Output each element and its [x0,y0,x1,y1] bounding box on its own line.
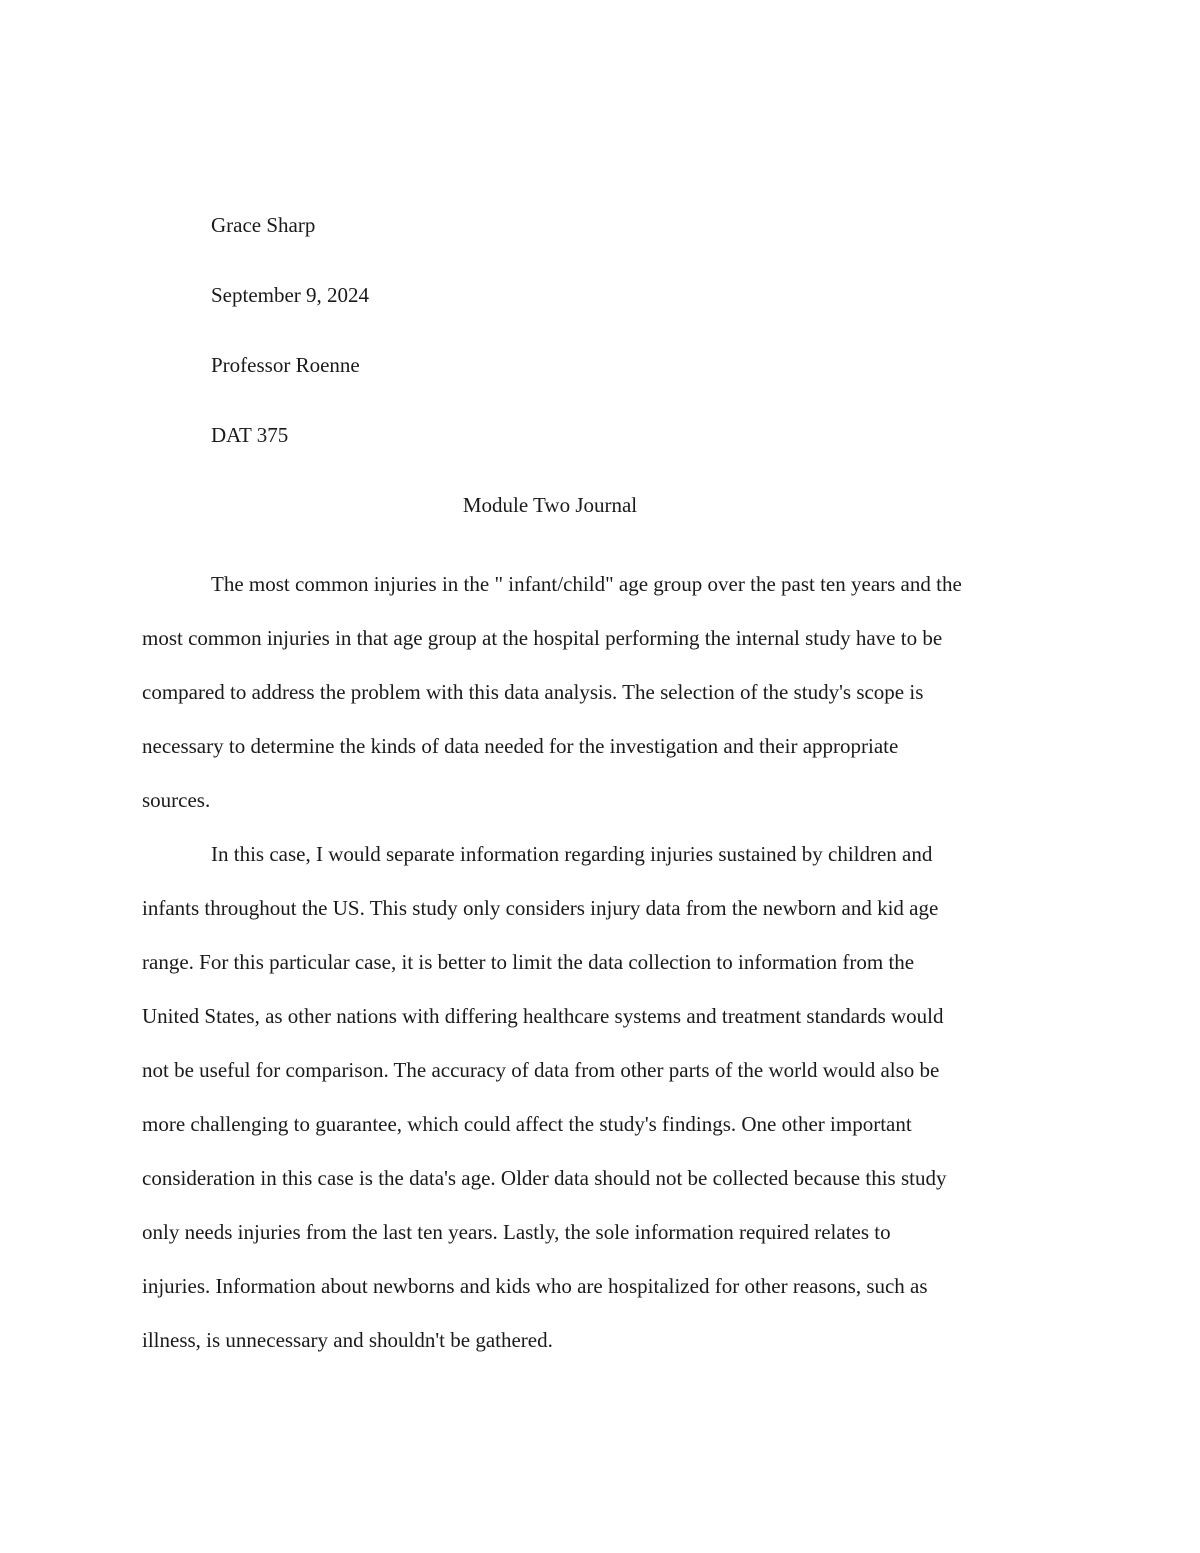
professor-name: Professor Roenne [211,353,360,377]
document-date: September 9, 2024 [211,283,370,307]
course-code: DAT 375 [211,423,289,447]
author-name: Grace Sharp [211,213,316,237]
paragraph-line: necessary to determine the kinds of data needed for the investigation and their appropriate [142,734,899,758]
paragraph-line: infants throughout the US. This study only considers injury data from the newborn and kid age [142,896,939,920]
paragraph-1 [142,557,1054,827]
paragraph-line: injuries. Information about newborns and kids who are hospitalized for other reasons, such as [142,1274,928,1298]
paragraph-line: not be useful for comparison. The accuracy of data from other parts of the world would also be [142,1058,940,1082]
paragraph-line: only needs injuries from the last ten years. Lastly, the sole information required relates to [142,1220,891,1244]
paragraph-line: most common injuries in that age group at the hospital performing the internal study have to be [142,626,943,650]
paragraph-line: illness, is unnecessary and shouldn't be gathered. [142,1328,553,1352]
document-body [142,557,1054,1367]
paragraph-line: more challenging to guarantee, which could affect the study's findings. One other important [142,1112,912,1136]
paragraph-line: The most common injuries in the " infant/child" age group over the past ten years and the [211,572,962,596]
document-title: Module Two Journal [462,493,638,517]
paragraph-line: range. For this particular case, it is better to limit the data collection to information from the [142,950,915,974]
paragraph-line: consideration in this case is the data's age. Older data should not be collected because this study [142,1166,947,1190]
paragraph-line: In this case, I would separate information regarding injuries sustained by children and [211,842,933,866]
paragraph-line: United States, as other nations with differing healthcare systems and treatment standards would [142,1004,944,1028]
paragraph-line: compared to address the problem with this data analysis. The selection of the study's scope is [142,680,924,704]
document-header [211,208,911,453]
paragraph-2 [142,827,1054,1367]
paragraph-line: sources. [142,788,211,812]
